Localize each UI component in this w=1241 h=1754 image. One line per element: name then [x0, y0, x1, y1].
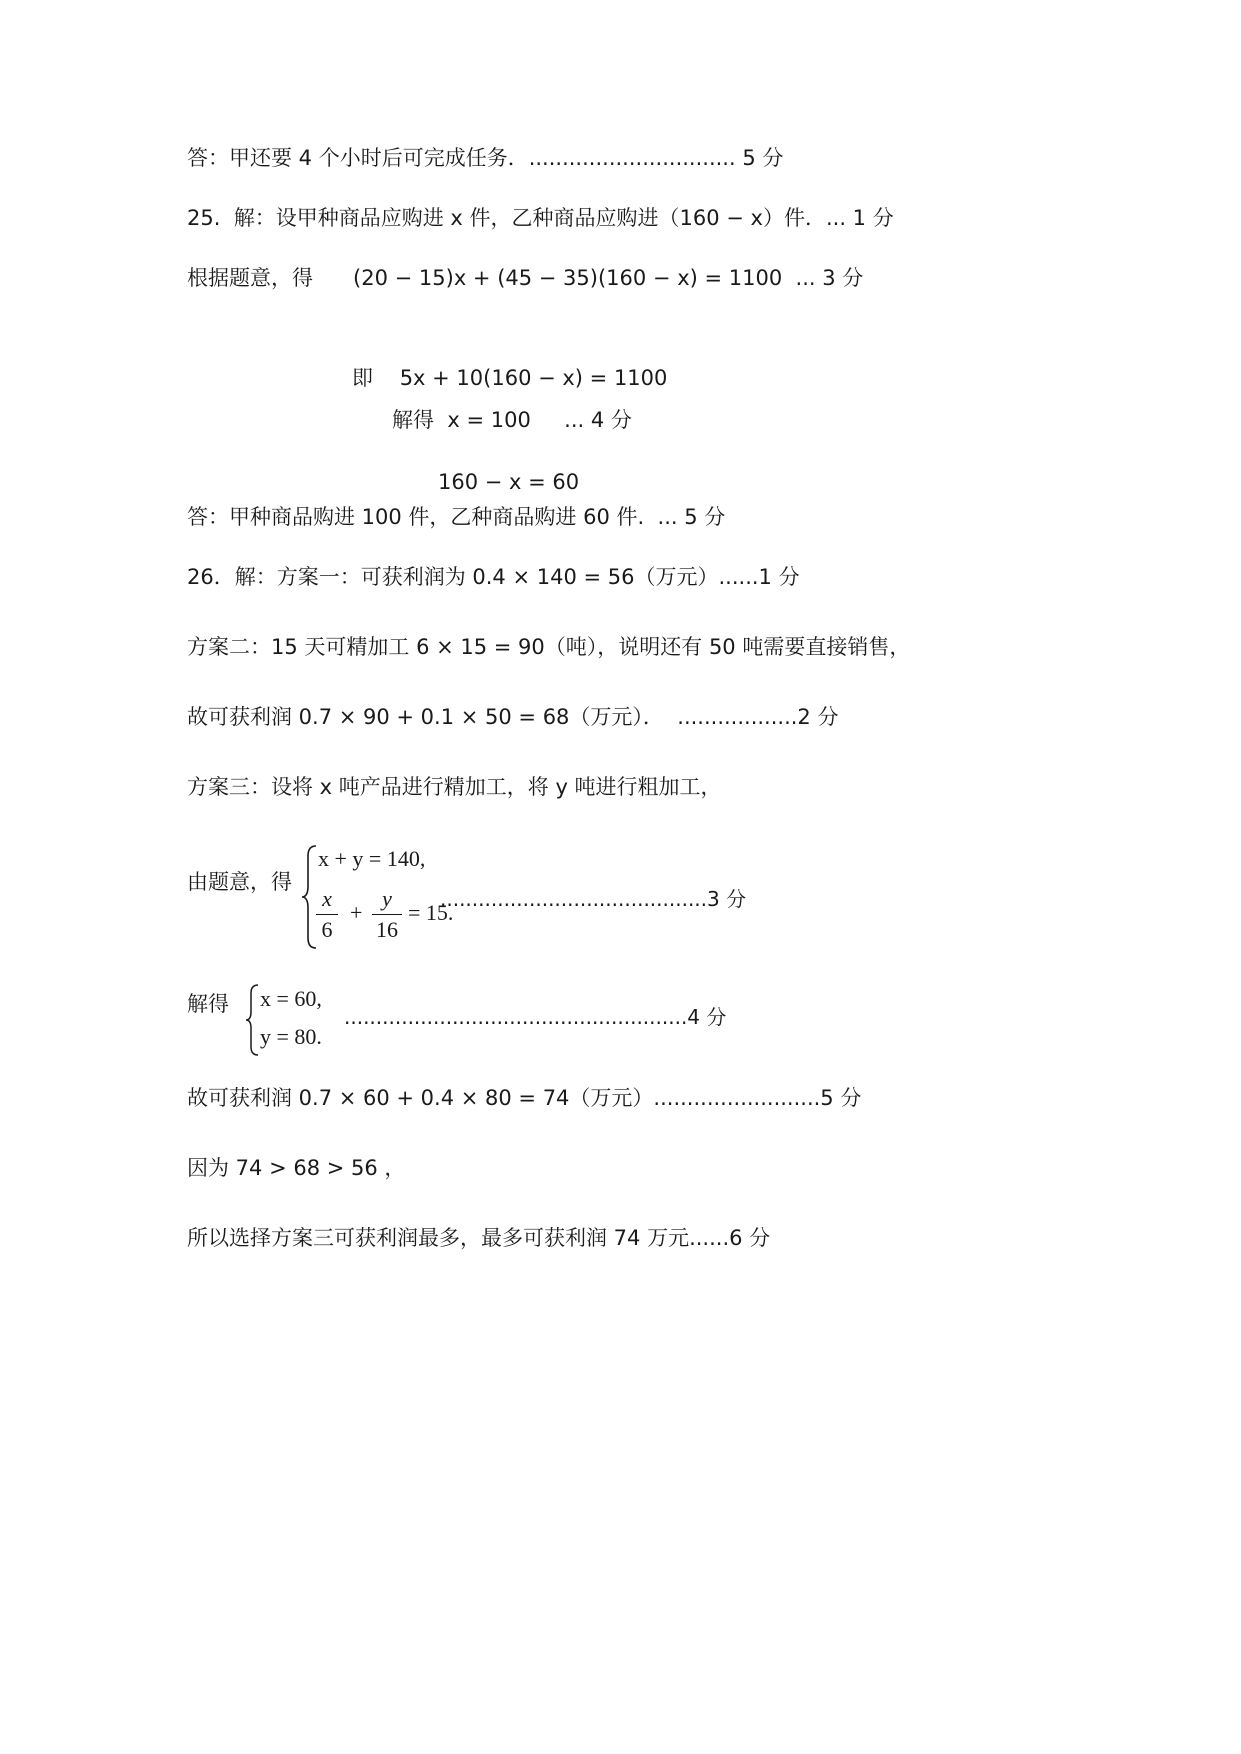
text-line: 方案三：设将 x 吨产品进行精加工，将 y 吨进行粗加工， [187, 775, 722, 799]
text-line: 26．解：方案一：可获利润为 0.4 × 140 = 56（万元）......1 分 [187, 565, 800, 589]
text-line: 解得 x = 100 ... 4 分 [392, 408, 632, 432]
text-line: 故可获利润 0.7 × 60 + 0.4 × 80 = 74（万元）.........................5 分 [187, 1086, 862, 1110]
text-line: 解得 [187, 992, 229, 1016]
text-line: 即 5x + 10(160 − x) = 1100 [352, 366, 668, 390]
text-line: 所以选择方案三可获利润最多，最多可获利润 74 万元......6 分 [187, 1226, 771, 1250]
text-line: 答：甲还要 4 个小时后可完成任务．............................... 5 分 [187, 146, 784, 170]
text-line: 方案二：15 天可精加工 6 × 15 = 90（吨），说明还有 50 吨需要直接销售， [187, 635, 911, 659]
fraction-bar [372, 914, 402, 915]
text-line: 因为 74 > 68 > 56 ， [187, 1156, 406, 1180]
fraction-x-over-6 [316, 886, 338, 943]
fraction-numerator: y [382, 886, 392, 911]
system2-equation-2: y = 80. [260, 1024, 322, 1049]
system1-equation-2-tail: = 15. [408, 900, 454, 925]
fraction-denominator: 6 [321, 917, 333, 942]
equation-system-1 [300, 842, 860, 952]
equation-system-2 [244, 982, 764, 1062]
text-line: 由题意，得 [187, 870, 292, 894]
fraction-y-over-16 [372, 886, 402, 943]
system1-equation-1: x + y = 140, [318, 846, 426, 871]
fraction-numerator: x [322, 886, 332, 911]
text-line: 160 − x = 60 [438, 470, 580, 494]
fraction-denominator: 16 [376, 917, 398, 942]
text-line: 根据题意，得 (20 − 15)x + (45 − 35)(160 − x) = 1100 ... 3 分 [187, 266, 864, 290]
plus-sign: + [350, 900, 363, 925]
text-line: 故可获利润 0.7 × 90 + 0.1 × 50 = 68（万元）． ..................2 分 [187, 705, 839, 729]
system2-equation-1: x = 60, [260, 986, 322, 1011]
text-line: 25. 解：设甲种商品应购进 x 件，乙种商品应购进（160 − x）件．... 1 分 [187, 206, 894, 230]
text-line: 答：甲种商品购进 100 件，乙种商品购进 60 件. ... 5 分 [187, 505, 726, 529]
fraction-bar [316, 914, 338, 915]
system1-score: ..........................................3 分 [440, 887, 747, 911]
system2-score: ......................................................4 分 [344, 1005, 727, 1029]
